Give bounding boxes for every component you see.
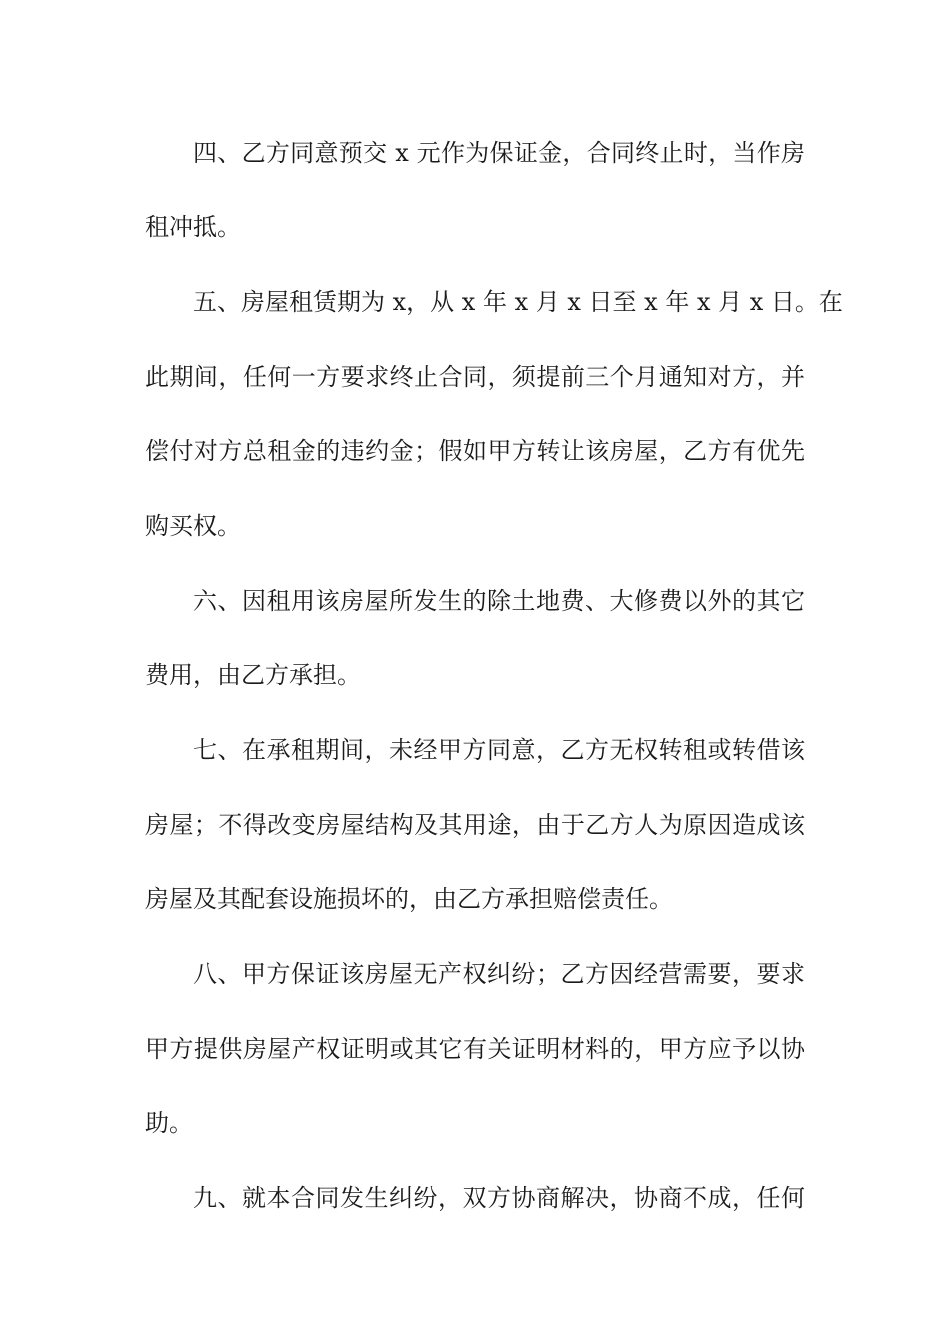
clause-4-line-1: 四、乙方同意预交 x 元作为保证金，合同终止时，当作房 xyxy=(193,139,805,167)
clause-6-line-1: 六、因租用该房屋所发生的除土地费、大修费以外的其它 xyxy=(193,587,805,615)
clause-5-line-2: 此期间，任何一方要求终止合同，须提前三个月通知对方，并 xyxy=(145,363,805,391)
clause-8-line-3: 助。 xyxy=(145,1109,193,1137)
clause-4-line-2: 租冲抵。 xyxy=(145,213,241,241)
clause-7-line-2: 房屋；不得改变房屋结构及其用途，由于乙方人为原因造成该 xyxy=(145,811,805,839)
clause-5-line-3: 偿付对方总租金的违约金；假如甲方转让该房屋，乙方有优先 xyxy=(145,437,805,465)
clause-5-line-4: 购买权。 xyxy=(145,512,241,540)
clause-6-line-2: 费用，由乙方承担。 xyxy=(145,661,361,689)
clause-7-line-1: 七、在承租期间，未经甲方同意，乙方无权转租或转借该 xyxy=(193,736,805,764)
clause-8-line-1: 八、甲方保证该房屋无产权纠纷；乙方因经营需要，要求 xyxy=(193,960,805,988)
clause-9-line-1: 九、就本合同发生纠纷，双方协商解决，协商不成，任何 xyxy=(193,1184,805,1212)
clause-8-line-2: 甲方提供房屋产权证明或其它有关证明材料的，甲方应予以协 xyxy=(145,1035,805,1063)
clause-5-line-1: 五、房屋租赁期为 x，从 x 年 x 月 x 日至 x 年 x 月 x 日。在 xyxy=(193,288,843,316)
clause-7-line-3: 房屋及其配套设施损坏的，由乙方承担赔偿责任。 xyxy=(145,885,673,913)
